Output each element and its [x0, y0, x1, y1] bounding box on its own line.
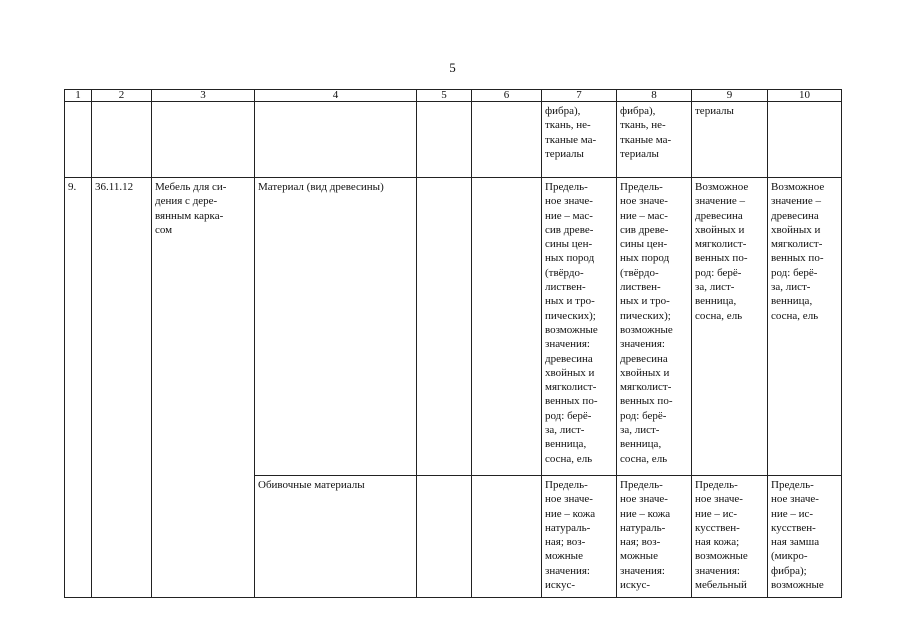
table-cell: Предель- ное значе- ние – ис- кусствен- ная кожа; возможные значения: мебельный	[692, 476, 768, 598]
item-code: 36.11.12	[92, 178, 152, 598]
header-cell: 2	[92, 90, 152, 102]
table-cell: териалы	[692, 102, 768, 178]
header-cell: 1	[65, 90, 92, 102]
table-cell	[417, 476, 472, 598]
table-cell	[65, 102, 92, 178]
table-cell: Предель- ное значе- ние – кожа натураль- ная; воз- можные значения: искус-	[617, 476, 692, 598]
table-cell: Возможное значение – древесина хвойных и мягколист- венных по- род: берё- за, лист- венница, сосна, ель	[692, 178, 768, 476]
table-row	[65, 178, 842, 476]
table-cell	[92, 102, 152, 178]
header-row	[65, 90, 842, 102]
table-cell	[417, 178, 472, 476]
table-cell	[255, 102, 417, 178]
specification-table	[64, 89, 842, 598]
header-cell: 9	[692, 90, 768, 102]
characteristic-name: Материал (вид древесины)	[255, 178, 417, 476]
header-cell: 5	[417, 90, 472, 102]
header-cell: 10	[768, 90, 842, 102]
table-cell	[152, 102, 255, 178]
item-name: Мебель для си- дения с дере- вянным карка- сом	[152, 178, 255, 598]
header-cell: 6	[472, 90, 542, 102]
table-cell: Предель- ное значе- ние – мас- сив древе- сины цен- ных пород (твёрдо- листвен- ных и тро- пических); возможные значения: древесина хвойных и мягколист- венных по- род: берё- за, лист- венница, сосна, ель	[617, 178, 692, 476]
table-cell: фибра), ткань, не- тканые ма- териалы	[542, 102, 617, 178]
header-cell: 4	[255, 90, 417, 102]
table-cell: фибра), ткань, не- тканые ма- териалы	[617, 102, 692, 178]
table-cell	[472, 476, 542, 598]
continuation-row	[65, 102, 842, 178]
header-cell: 3	[152, 90, 255, 102]
table-cell	[472, 178, 542, 476]
table-cell: Предель- ное значе- ние – кожа натураль- ная; воз- можные значения: искус-	[542, 476, 617, 598]
characteristic-name: Обивочные материалы	[255, 476, 417, 598]
item-number: 9.	[65, 178, 92, 598]
header-cell: 7	[542, 90, 617, 102]
table-cell	[768, 102, 842, 178]
table-cell	[417, 102, 472, 178]
page-number: 5	[449, 60, 456, 75]
table-cell: Предель- ное значе- ние – мас- сив древе- сины цен- ных пород (твёрдо- листвен- ных и тро- пических); возможные значения: древесина хвойных и мягколист- венных по- род: берё- за, лист- венница, сосна, ель	[542, 178, 617, 476]
table-cell: Предель- ное значе- ние – ис- кусствен- ная замша (микро- фибра); возможные	[768, 476, 842, 598]
table-cell: Возможное значение – древесина хвойных и мягколист- венных по- род: берё- за, лист- венница, сосна, ель	[768, 178, 842, 476]
header-cell: 8	[617, 90, 692, 102]
table-cell	[472, 102, 542, 178]
